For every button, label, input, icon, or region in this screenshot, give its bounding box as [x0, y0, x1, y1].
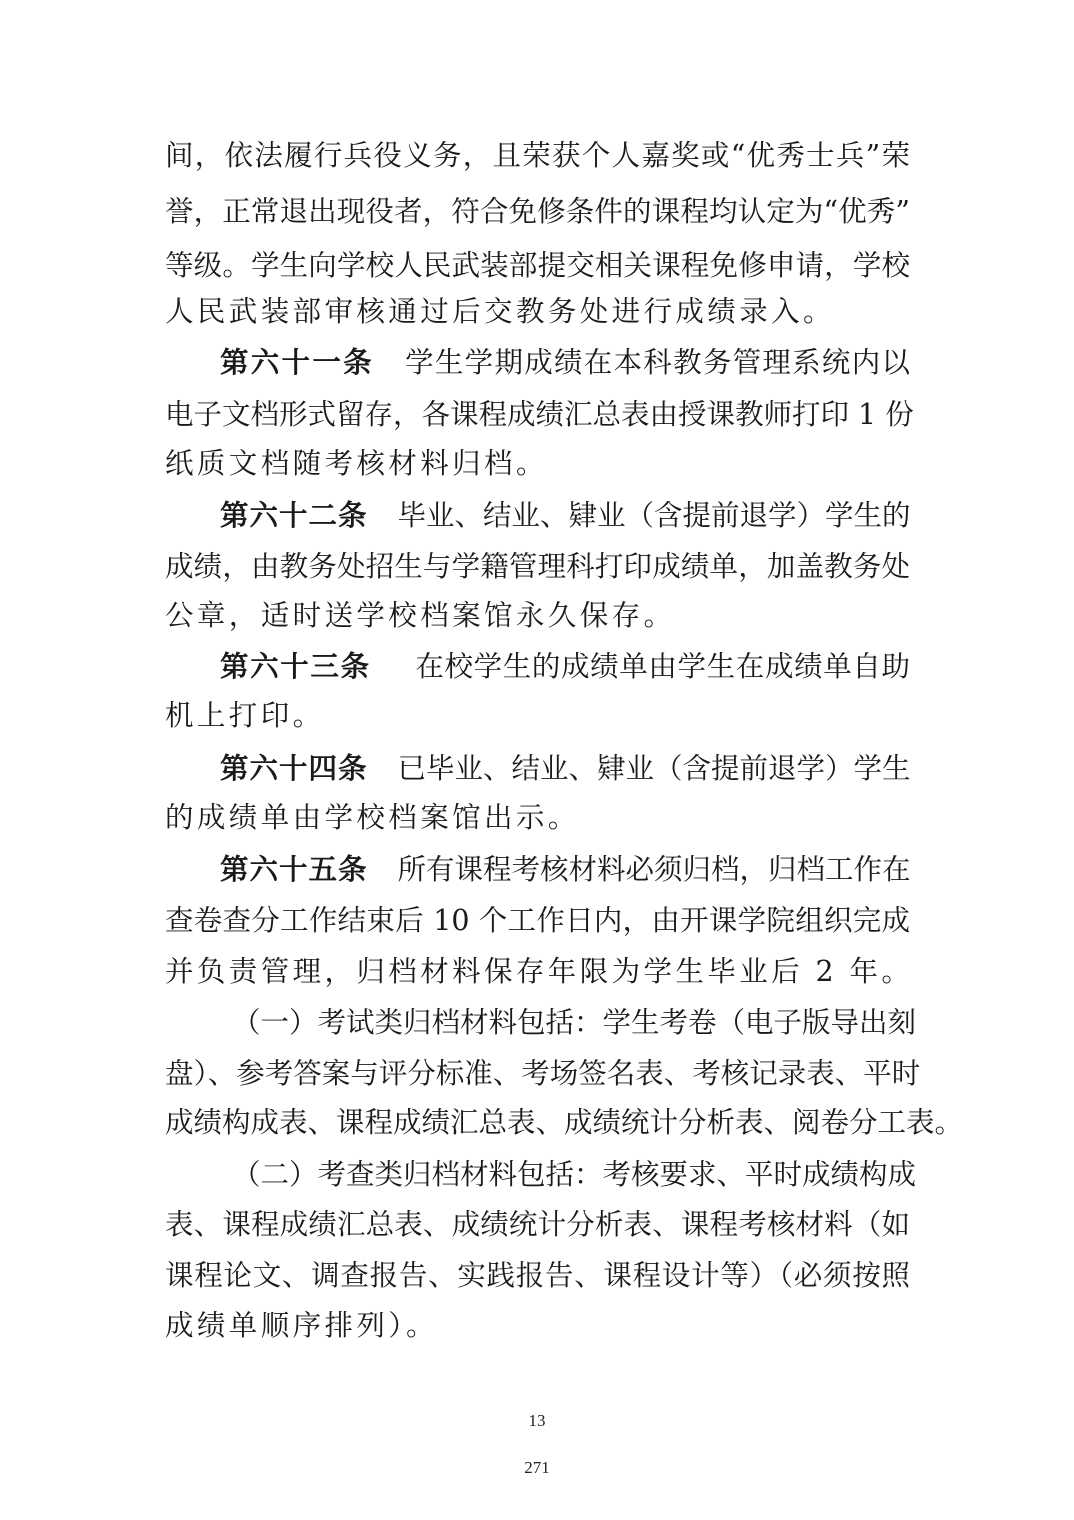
article-text: 毕业、结业、肄业（含提前退学）学生的	[397, 499, 911, 532]
article-heading: 第六十四条	[220, 752, 368, 785]
text-line: 纸质文档随考核材料归档。	[165, 447, 548, 480]
article-heading: 第六十五条	[220, 853, 368, 886]
text-line: 成绩构成表、课程成绩汇总表、成绩统计分析表、阅卷分工表。	[165, 1106, 964, 1139]
text-line: 并负责管理，归档材料保存年限为学生毕业后 2 年。	[165, 955, 914, 988]
page-number: 13	[528, 1411, 546, 1430]
text-line: 间，依法履行兵役义务，且荣获个人嘉奖或“优秀士兵”荣	[165, 139, 910, 172]
text-line: 盘）、参考答案与评分标准、考场签名表、考核记录表、平时	[165, 1057, 921, 1090]
text-line: 成绩单顺序排列）。	[165, 1309, 438, 1342]
text-line: 誉，正常退出现役者，符合免修条件的课程均认定为“优秀”	[165, 195, 910, 228]
text-line: 表、课程成绩汇总表、成绩统计分析表、课程考核材料（如	[165, 1208, 910, 1241]
article-63-first-line	[220, 645, 910, 689]
text-line: 成绩，由教务处招生与学籍管理科打印成绩单，加盖教务处	[165, 550, 910, 583]
text-line: 公章，适时送学校档案馆永久保存。	[165, 599, 676, 632]
text-line: 的成绩单由学校档案馆出示。	[165, 801, 580, 834]
article-text: 所有课程考核材料必须归档，归档工作在	[397, 853, 911, 886]
article-text: 在校学生的成绩单由学生在成绩单自助	[414, 650, 910, 683]
article-65-first-line	[220, 848, 910, 892]
article-62-first-line	[220, 494, 910, 538]
total-page-number: 271	[524, 1458, 550, 1477]
list-item-first-line: （一）考试类归档材料包括：学生考卷（电子版导出刻	[232, 1006, 917, 1039]
text-line: 等级。学生向学校人民武装部提交相关课程免修申请，学校	[165, 249, 910, 282]
text-line: 电子文档形式留存，各课程成绩汇总表由授课教师打印 1 份	[165, 398, 914, 431]
article-heading: 第六十三条	[220, 650, 371, 683]
list-item-first-line: （二）考查类归档材料包括：考核要求、平时成绩构成	[232, 1158, 917, 1191]
article-text: 已毕业、结业、肄业（含提前退学）学生	[397, 752, 911, 785]
article-64-first-line	[220, 747, 910, 791]
article-text: 学生学期成绩在本科教务管理系统内以	[403, 346, 910, 379]
article-heading: 第六十二条	[220, 499, 368, 532]
article-61-first-line	[220, 341, 910, 385]
text-line: 课程论文、调查报告、实践报告、课程设计等）（必须按照	[165, 1259, 910, 1292]
text-line: 人民武装部审核通过后交教务处进行成绩录入。	[165, 295, 835, 328]
article-heading: 第六十一条	[220, 346, 374, 379]
text-line: 机上打印。	[165, 699, 325, 732]
text-line: 查卷查分工作结束后 10 个工作日内，由开课学院组织完成	[165, 904, 910, 937]
